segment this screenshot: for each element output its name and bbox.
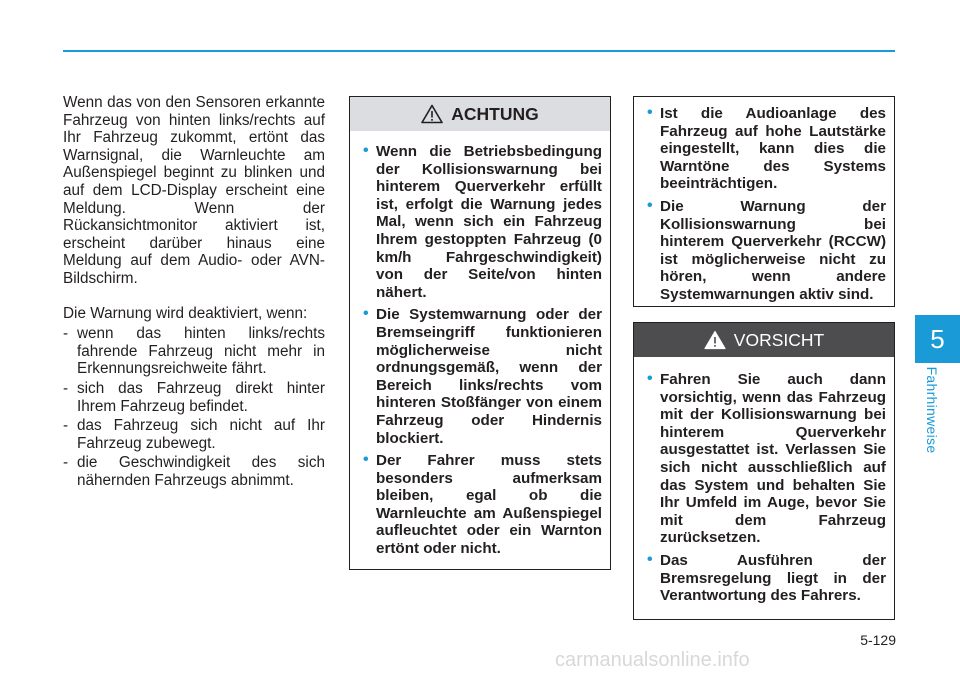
list-item: • Die Warnung der Kollisionswarnung bei hinterem Querverkehr (RCCW) ist möglicherweise nicht zu hören, wenn andere Systemwarnungen aktiv sind. bbox=[647, 196, 886, 303]
warning-title: VORSICHT bbox=[733, 329, 825, 350]
caution-list bbox=[350, 131, 610, 558]
list-item: • Wenn die Betriebsbedingung der Kollisionswarnung bei hinterem Querverkehr erfüllt ist, erfolgt die Warnung jedes Mal, wenn sich ein Fahrzeug Ihrem gestoppten Fahrzeug (0 km/h Fahrgeschwindigkeit) von der Seite/von hinten nähert. bbox=[363, 142, 602, 301]
top-rule bbox=[63, 50, 895, 52]
caution-box bbox=[349, 96, 611, 570]
chapter-title: Fahrhinweise bbox=[924, 366, 940, 454]
list-item: • Ist die Audioanlage des Fahrzeug auf hohe Lautstärke eingestellt, kann dies die Warntöne des Systems beeinträchtigen. bbox=[647, 104, 886, 193]
list-item: • Der Fahrer muss stets besonders aufmerksam bleiben, egal ob die Warnleuchte am Außenspiegel aufleuchtet oder ein Warnton ertönt oder nicht. bbox=[363, 451, 602, 558]
caution-continued-box bbox=[633, 96, 895, 307]
warning-triangle-icon bbox=[704, 330, 726, 350]
list-item: - wenn das hinten links/rechts fahrende Fahrzeug nicht mehr in Erkennungsreichweite fährt. bbox=[63, 325, 325, 378]
list-item: • Fahren Sie auch dann vorsichtig, wenn das Fahrzeug mit der Kollisionswarnung bei hinterem Querverkehr ausgestattet ist. Verlassen Sie sich nicht ausschließlich auf das System und behalten Sie Ihr Umfeld im Auge, bevor Sie mit dem Fahrzeug zurücksetzen. bbox=[647, 370, 886, 547]
page-number: 5-129 bbox=[860, 632, 896, 648]
list-item: - das Fahrzeug sich nicht auf Ihr Fahrzeug zubewegt. bbox=[63, 417, 325, 452]
body-column bbox=[63, 94, 325, 491]
warning-list bbox=[634, 357, 894, 605]
list-item: - sich das Fahrzeug direkt hinter Ihrem Fahrzeug befindet. bbox=[63, 379, 325, 415]
watermark: carmanualsonline.info bbox=[555, 649, 750, 671]
caution-header bbox=[350, 97, 610, 131]
list-item: • Die Systemwarnung oder der Bremseingriff funktionieren möglicherweise nicht ordnungsgemäß, wenn der Bereich links/rechts vom hinteren Stoßfänger von einem Fahrzeug oder Hindernis blockiert. bbox=[363, 305, 602, 447]
warning-triangle-icon bbox=[421, 104, 443, 124]
list-item: - die Geschwindigkeit des sich nähernden Fahrzeugs abnimmt. bbox=[63, 454, 325, 489]
warning-header bbox=[634, 323, 894, 357]
caution-continued-list bbox=[634, 97, 894, 304]
deactivation-intro: Die Warnung wird deaktiviert, wenn: bbox=[63, 304, 308, 322]
intro-paragraph: Wenn das von den Sensoren erkannte Fahrzeug von hinten links/rechts auf Ihr Fahrzeug zukommt, ertönt das Warnsignal, die Warnleuchte am Außenspiegel beginnt zu blinken und auf dem LCD-Display erscheint eine Meldung. Wenn der Rückansichtmonitor aktiviert ist, erscheint darüber hinaus eine Meldung auf dem Audio- oder AVN-Bildschirm. bbox=[63, 94, 325, 287]
chapter-tab: 5 bbox=[915, 315, 960, 363]
deactivation-list bbox=[63, 325, 325, 489]
warning-box bbox=[633, 322, 895, 620]
caution-title: ACHTUNG bbox=[451, 103, 539, 124]
list-item: • Das Ausführen der Bremsregelung liegt in der Verantwortung des Fahrers. bbox=[647, 550, 886, 605]
